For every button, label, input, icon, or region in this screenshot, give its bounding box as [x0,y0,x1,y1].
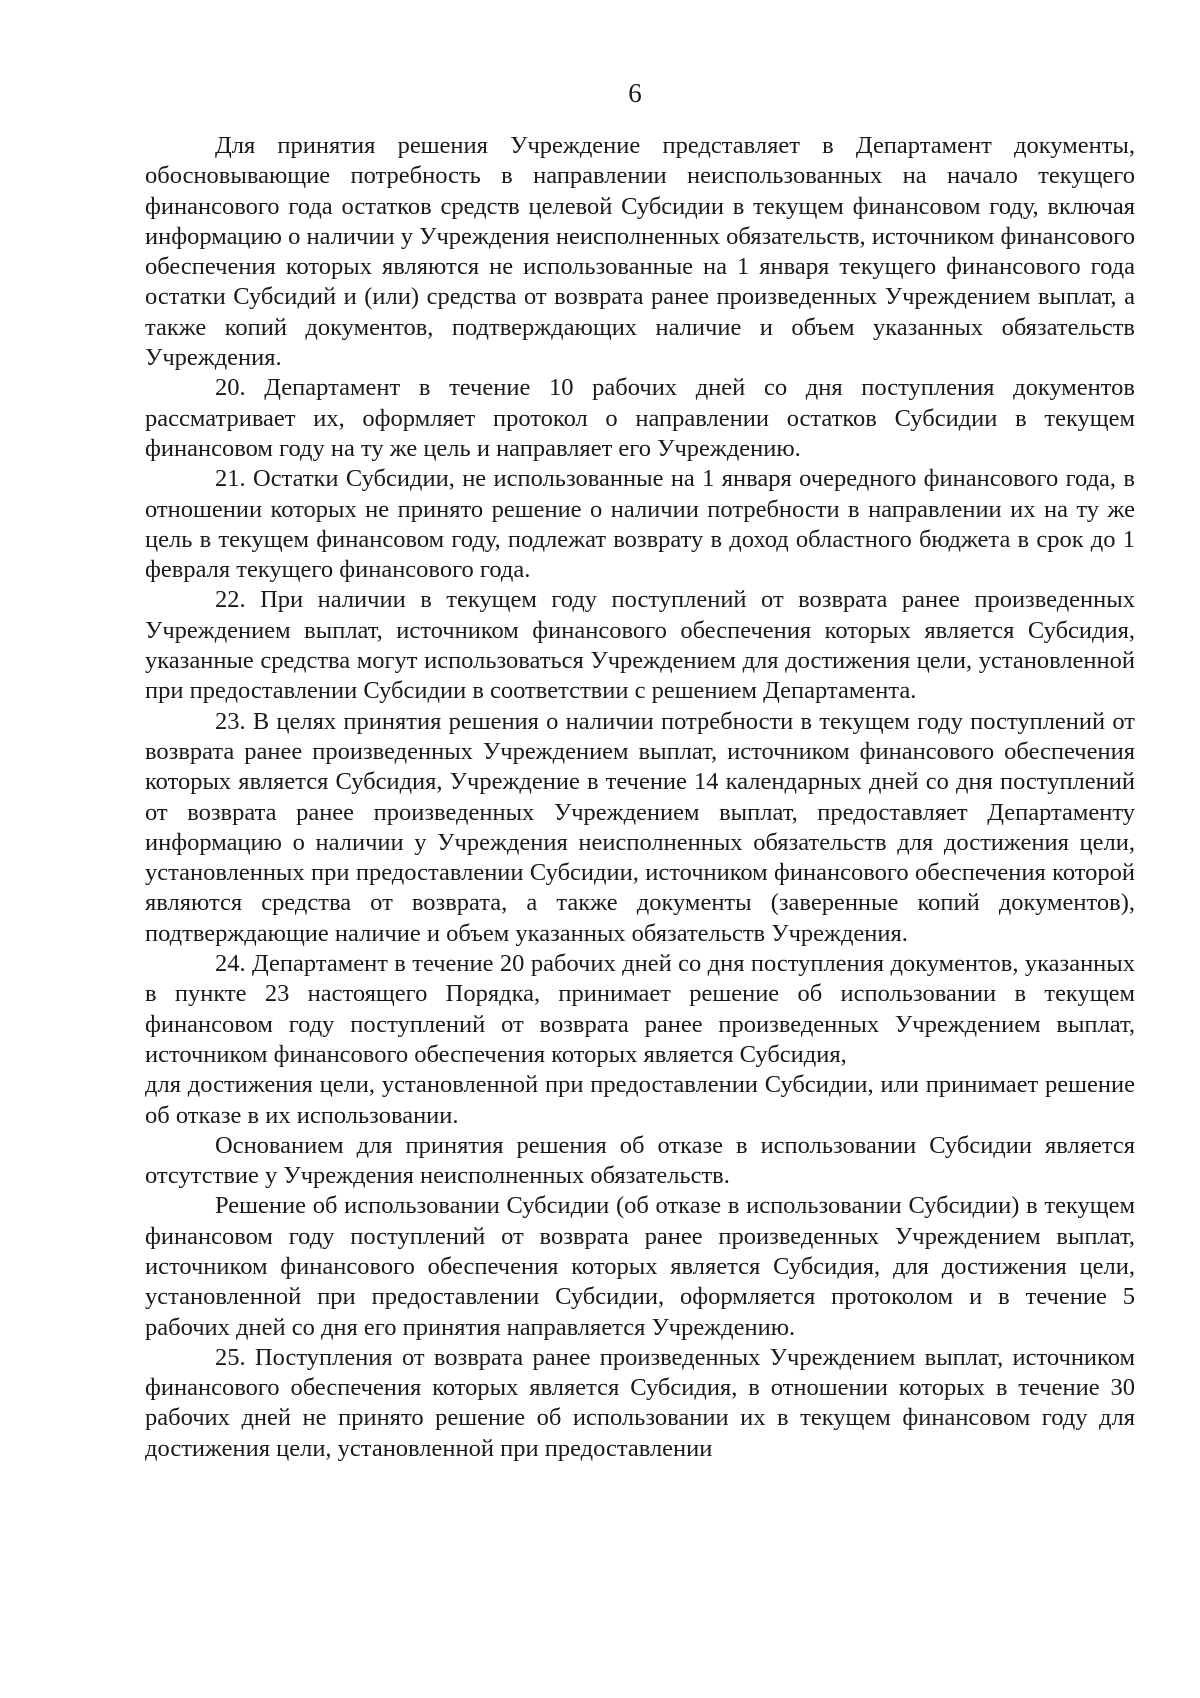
paragraph-intro: Для принятия решения Учреждение представляет в Департамент документы, обосновывающие потребность в направлении неиспользованных на начало текущего финансового года остатков средств целевой Субсидии в текущем финансовом году, включая информацию о наличии у Учреждения неисполненных обязательств, источником финансового обеспечения которых являются не использованные на 1 января текущего финансового года остатки Субсидий и (или) средства от возврата ранее произведенных Учреждением выплат, а также копий документов, подтверждающих наличие и объем указанных обязательств Учреждения. [145,132,1135,372]
paragraph-item-24-continuation: для достижения цели, установленной при предоставлении Субсидии, или принимает решение об отказе в их использовании. [145,1071,1135,1129]
paragraph-item-24: 24. Департамент в течение 20 рабочих дней со дня поступления документов, указанных в пункте 23 настоящего Порядка, принимает решение об использовании в текущем финансовом году поступлений от возврата ранее произведенных Учреждением выплат, источником финансового обеспечения которых является Субсидия, [145,950,1135,1068]
document-body [145,131,1135,1464]
paragraph-refusal-basis: Основанием для принятия решения об отказе в использовании Субсидии является отсутствие у Учреждения неисполненных обязательств. [145,1131,1135,1190]
paragraph-item-22: 22. При наличии в текущем году поступлений от возврата ранее произведенных Учреждением выплат, источником финансового обеспечения которых является Субсидия, указанные средства могут использоваться Учреждением для достижения цели, установленной при предоставлении Субсидии в соответствии с решением Департамента. [145,586,1135,705]
paragraph-item-21: 21. Остатки Субсидии, не использованные на 1 января очередного финансового года, в отношении которых не принято решение о наличии потребности в направлении их на ту же цель в текущем финансовом году, подлежат возврату в доход областного бюджета в срок до 1 февраля текущего финансового года. [145,465,1135,584]
paragraph-item-25: 25. Поступления от возврата ранее произведенных Учреждением выплат, источником финансового обеспечения которых является Субсидия, в отношении которых в течение 30 рабочих дней не принято решение об использовании их в текущем финансовом году для достижения цели, установленной при предоставлении [145,1343,1135,1462]
page-number: 6 [628,78,642,108]
paragraph-item-20: 20. Департамент в течение 10 рабочих дней со дня поступления документов рассматривает их, оформляет протокол о направлении остатков Субсидии в текущем финансовом году на ту же цель и направляет его Учреждению. [145,374,1135,462]
paragraph-decision-protocol: Решение об использовании Субсидии (об отказе в использовании Субсидии) в текущем финансовом году поступлений от возврата ранее произведенных Учреждением выплат, источником финансового обеспечения которых является Субсидия, для достижения цели, установленной при предоставлении Субсидии, оформляется протоколом и в течение 5 рабочих дней со дня его принятия направляется Учреждению. [145,1192,1135,1341]
paragraph-item-23: 23. В целях принятия решения о наличии потребности в текущем году поступлений от возврата ранее произведенных Учреждением выплат, источником финансового обеспечения которых является Субсидия, Учреждение в течение 14 календарных дней со дня поступлений от возврата ранее произведенных Учреждением выплат, предоставляет Департаменту информацию о наличии у Учреждения неисполненных обязательств для достижения цели, установленных при предоставлении Субсидии, источником финансового обеспечения которой являются средства от возврата, а также документы (заверенные копий документов), подтверждающие наличие и объем указанных обязательств Учреждения. [145,707,1135,947]
